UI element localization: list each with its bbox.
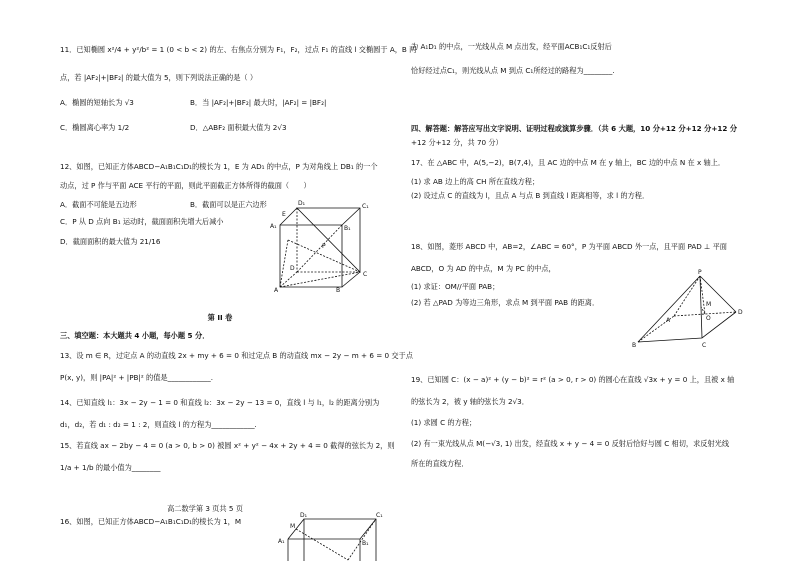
q19-line5: 所在的直线方程． [411,459,469,468]
q13-line1: 13、设 m ∈ R，过定点 A 的动直线 2x + my + 6 = 0 和过定点 B 的动直线 mx − 2y − m + 6 = 0 交于点 [60,351,413,360]
q16-line1: 16、如图，已知正方体ABCD−A₁B₁C₁D₁的棱长为 1，M [60,517,242,526]
label-A: A [274,287,279,294]
section4-line2: +12 分+12 分，共 70 分） [411,138,503,147]
section-title: 第 II 卷 [207,313,233,322]
label-q16-A1: A₁ [278,538,285,545]
q15-line2: 1/a + 1/b 的最小值为________ [60,463,161,472]
q17-line2: (1) 求 AB 边上的高 CH 所在直线方程； [411,177,540,186]
label-pyr-C: C [702,342,707,349]
q12-line2: 动点，过 P 作与平面 ACE 平行的平面，则此平面截正方体所得的截面（ ） [60,181,311,190]
q18-line1: 18、如图，菱形 ABCD 中，AB=2，∠ABC = 60°，P 为平面 ABCD 外一点，且平面 PAD ⊥ 平面 [411,242,727,251]
label-pyr-P: P [698,269,702,276]
label-q16-D1: D₁ [300,512,308,519]
q14-line2: d₁，d₂，若 d₁ : d₂ = 1 : 2，则直线 l 的方程为____________. [60,420,257,429]
label-pyr-B: B [632,342,637,349]
label-C: C [363,271,368,278]
q11-line2: 点，若 |AF₂|+|BF₂| 的最大值为 5，则下列说法正确的是（ ） [60,73,258,82]
page-footer: 高二数学第 3 页共 5 页 [167,504,243,513]
fill-blank-heading: 三、填空题：本大题共 4 小题，每小题 5 分． [60,331,210,340]
q11-line1: 11．已知椭圆 x²/4 + y²/b² = 1 (0 < b < 2) 的左、右焦点分别为 F₁，F₂，过点 F₁ 的直线 l 交椭圆于 A，B 两 [60,45,417,54]
q15-line1: 15、若直线 ax − 2by − 4 = 0 (a > 0, b > 0) 被圆 x² + y² − 4x + 2y + 4 = 0 截得的弦长为 2，则 [60,441,395,450]
q17-line1: 17、在 △ABC 中，A(5,−2)，B(7,4)，且 AC 边的中点 M 在 y 轴上，BC 边的中点 N 在 x 轴上． [411,158,726,167]
q12-option-d: D．截面面积的最大值为 21/16 [60,237,161,246]
label-E: E [282,211,286,218]
cube-front-face [280,225,342,287]
q11-option-a: A．椭圆的短轴长为 √3 [60,98,134,107]
pyramid-base-front [638,312,736,342]
q12-line1: 12、如图，已知正方体ABCD−A₁B₁C₁D₁的棱长为 1，E 为 AD₁ 的中点，P 为对角线上 DB₁ 的一个 [60,162,378,171]
label-pyr-D: D [738,309,743,316]
section4-line1 [411,124,737,133]
label-q16-B1: B₁ [362,540,369,547]
q12-cube-figure [270,200,382,292]
q17-line3: (2) 设过点 C 的直线为 l，且点 A 与点 B 到直线 l 距离相等，求 l 的方程． [411,191,650,200]
label-P: P [322,243,326,250]
q16-cont-line2: 恰好经过点C₁，则光线从点 M 到点 C₁所经过的路程为________. [411,66,615,75]
q16-cont-line1: 为 A₁D₁ 的中点，一光线从点 M 点出发，经平面ACB₁C₁反射后 [411,42,612,51]
section4-text: 四、解答题：解答应写出文字说明、证明过程或演算步骤．（共 6 大题，10 分+12 分+12 分+12 分 [411,124,738,133]
q19-line2: 的弦长为 2，被 y 轴的弦长为 2√3． [411,397,529,406]
label-q16-C1: C₁ [376,512,383,519]
q12-option-a: A．截面不可能是五边形 [60,200,137,209]
label-B1: B₁ [344,225,351,232]
label-M: M [290,523,296,530]
q18-line4: (2) 若 △PAD 为等边三角形，求点 M 到平面 PAB 的距离． [411,298,600,307]
label-pyr-M: M [706,301,712,308]
q19-line3: (1) 求圆 C 的方程； [411,418,477,427]
q18-line2: ABCD，O 为 AD 的中点，M 为 PC 的中点， [411,264,556,273]
q13-line2: P(x, y)，则 |PA|² + |PB|² 的值是____________. [60,373,214,382]
q18-pyramid-figure [630,269,743,349]
q12-option-b: B．截面可以是正六边形 [190,200,267,209]
q14-line1: 14、已知直线 l₁：3x − 2y − 1 = 0 和直线 l₂：3x − 2y − 13 = 0，直线 l 与 l₁，l₂ 的距离分别为 [60,398,380,407]
label-B: B [336,287,341,294]
q19-line4: (2) 有一束光线从点 M(−√3, 1) 出发，经直线 x + y − 4 = 0 反射后恰好与圆 C 相切，求反射光线 [411,439,730,448]
label-D: D [290,265,295,272]
q11-option-c: C．椭圆离心率为 1/2 [60,123,130,132]
label-pyr-O: O [706,315,711,322]
label-pyr-A: A [666,317,671,324]
q18-line3: (1) 求证：OM//平面 PAB； [411,282,500,291]
q11-option-b: B．当 |AF₂|+|BF₂| 最大时，|AF₂| = |BF₂| [190,98,327,107]
label-A1: A₁ [270,223,277,230]
label-D1: D₁ [298,200,306,207]
label-C1: C₁ [362,203,369,210]
q16-cube-figure [278,512,388,561]
cube-top-right-edges [297,208,360,272]
q11-option-d: D．△ABF₂ 面积最大值为 2√3 [190,123,287,132]
q19-line1: 19、已知圆 C：(x − a)² + (y − b)² = r² (a > 0, r > 0) 的圆心在直线 √3x + y = 0 上，且被 x 轴 [411,375,735,384]
q12-option-c: C．P 从 D 点向 B₁ 运动时，截面面积先增大后减小 [60,217,224,226]
